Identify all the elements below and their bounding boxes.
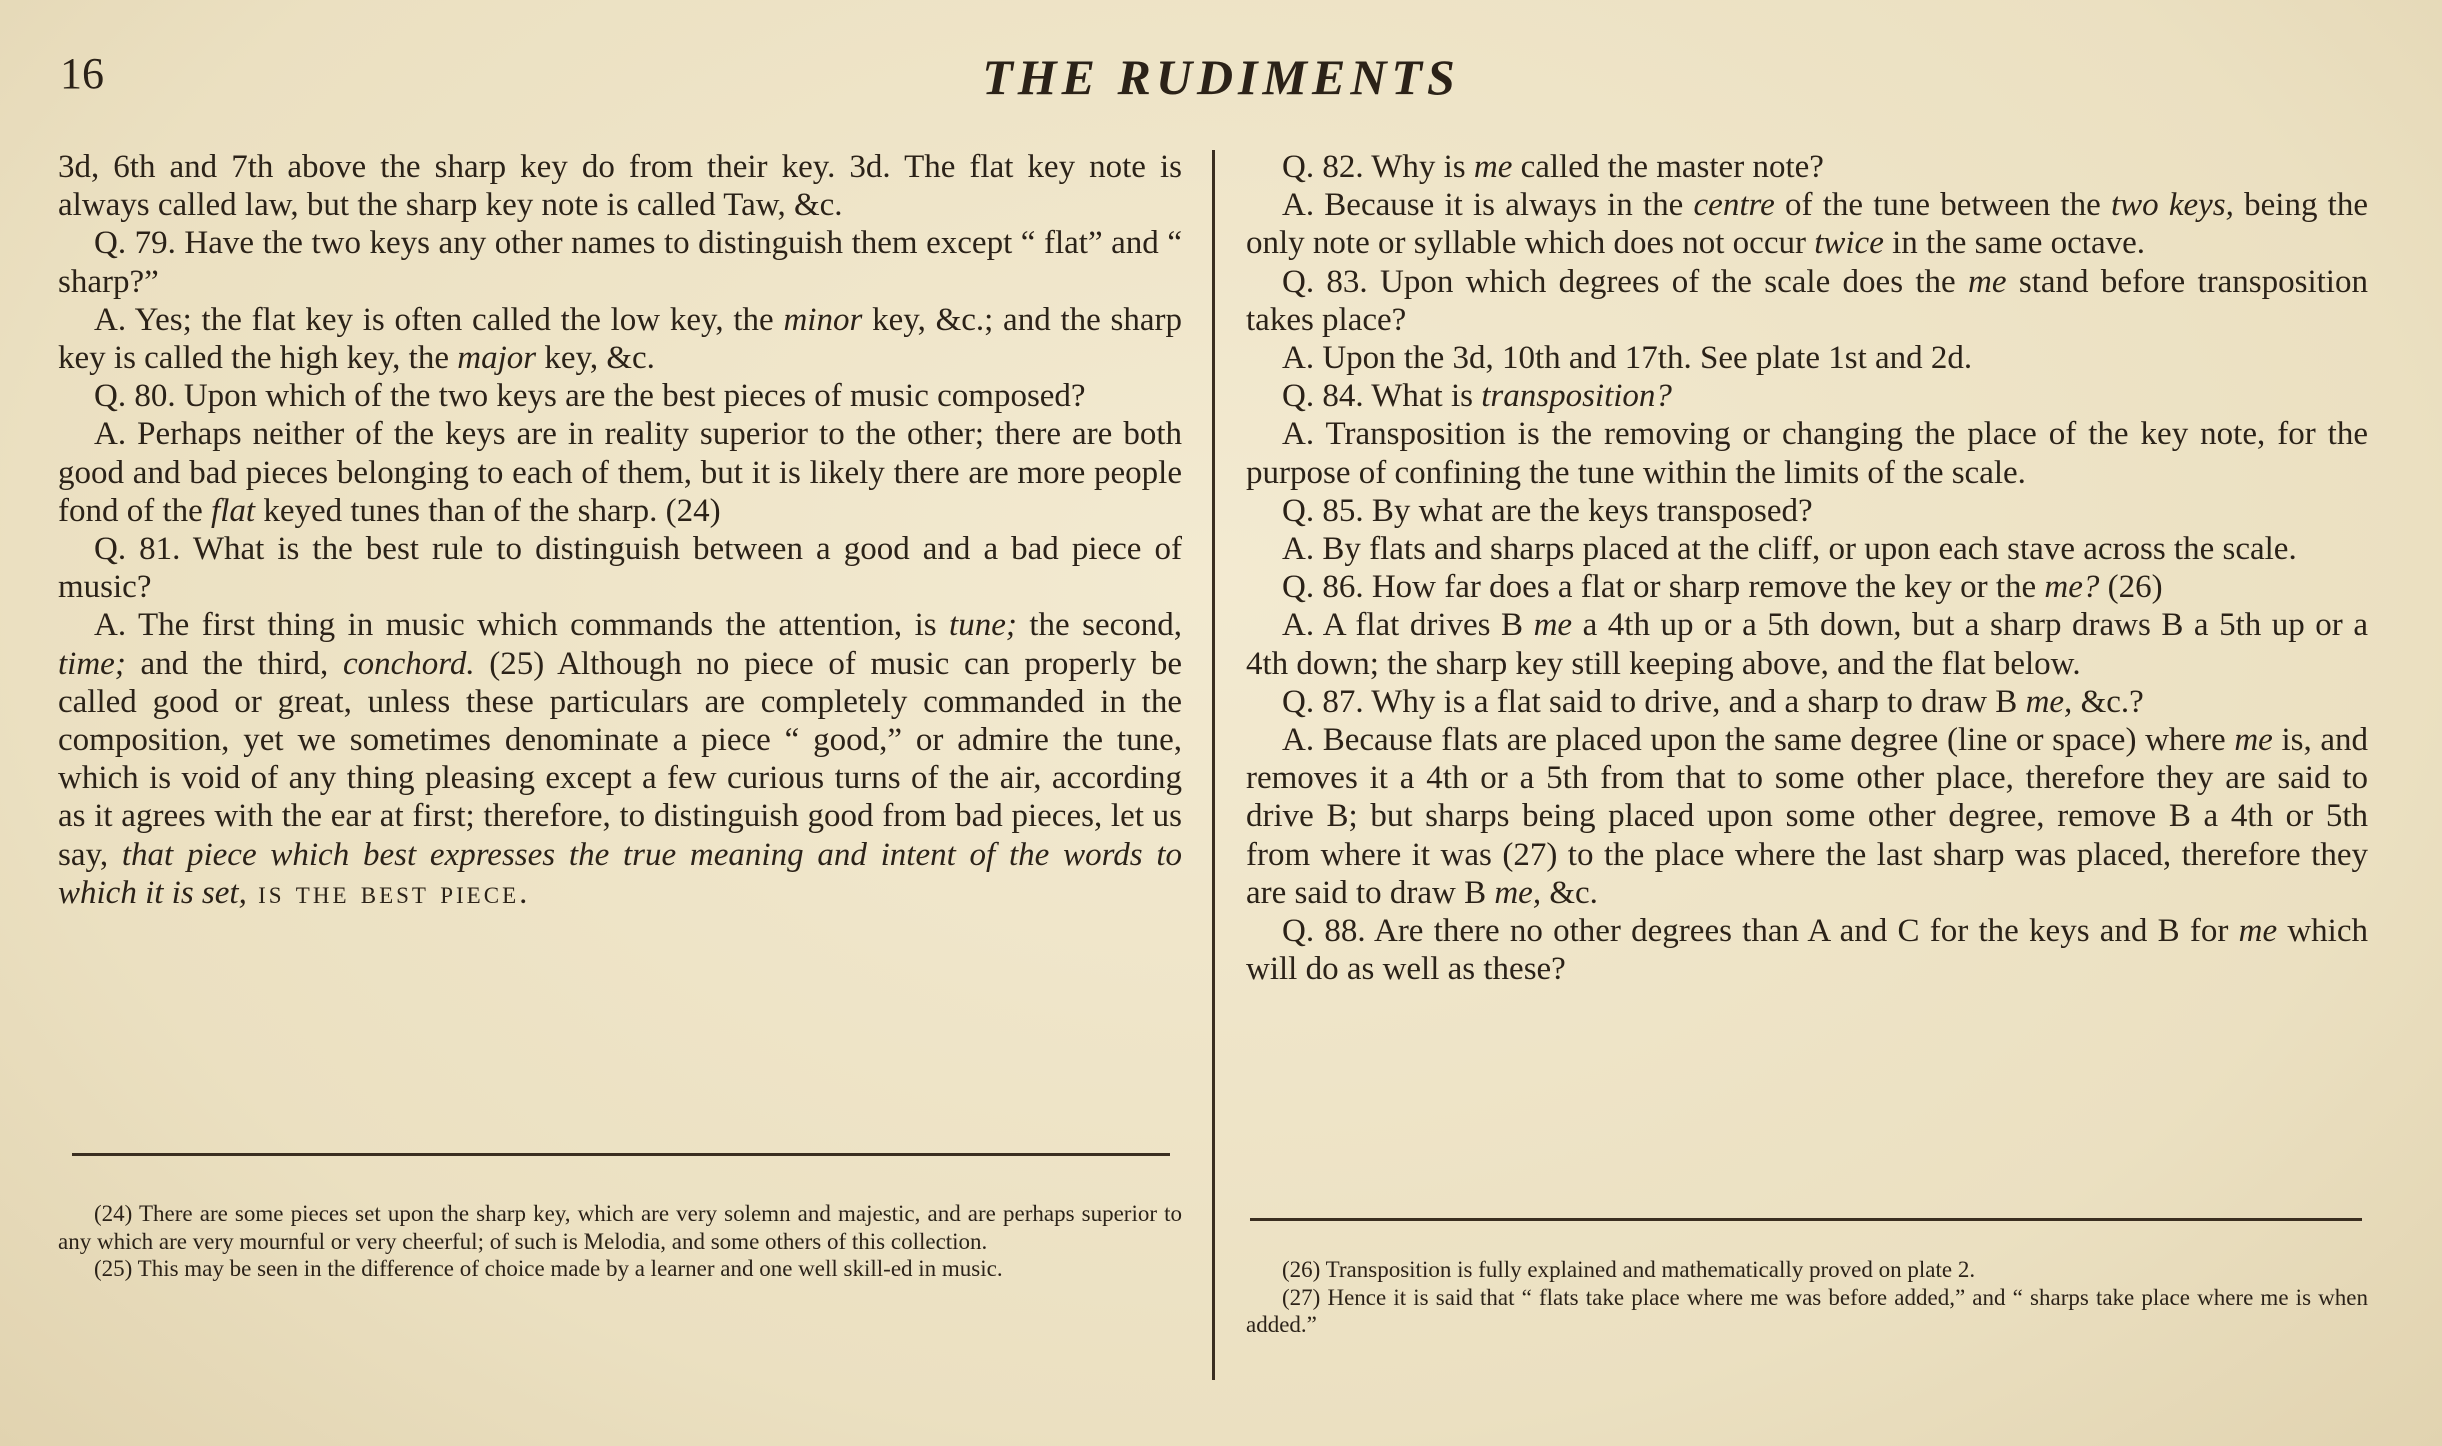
answer-81-small-caps: is the best piece. (246, 874, 531, 911)
question-86-italic-me: me? (2044, 569, 2100, 606)
answer-79-text-2: key, &c.; and the sharp key is called the high key, the (58, 301, 1182, 377)
answer-85: A. By flats and sharps placed at the cliff, or upon each stave across the scale. (1282, 531, 2297, 568)
footnote-25: (25) This may be seen in the difference of choice made by a learner and one well skill-ed in music. (94, 1256, 1003, 1281)
answer-79-italic-minor: minor (783, 301, 863, 338)
question-82-text-2: called the master note? (1512, 149, 1824, 185)
answer-81-text-3: and the third, (125, 645, 343, 682)
answer-87-italic-me: me (2234, 722, 2273, 759)
answer-82-italic-twice: twice (1814, 225, 1884, 262)
question-85: Q. 85. By what are the keys transposed? (1282, 492, 1813, 529)
answer-80 (58, 415, 1182, 530)
question-83-italic-me: me (1968, 263, 2007, 300)
footnote-rule-left (72, 1153, 1170, 1156)
answer-81-italic-tune: tune; (949, 607, 1017, 644)
answer-87-text-2: is, and removes it a 4th or a 5th from that to some other place, therefore they are said to drive B; but sharps being placed upon some other degree, remove B a 4th or 5th from where it was (27) to the place where the last sharp was placed, therefore they are said to draw B (1246, 722, 2368, 911)
question-86-text: Q. 86. How far does a flat or sharp remove the key or the (1282, 569, 2045, 606)
answer-79-text: A. Yes; the flat key is often called the low key, the (94, 301, 784, 338)
question-84 (1246, 377, 2368, 415)
question-80: Q. 80. Upon which of the two keys are the best pieces of music composed? (94, 378, 1086, 415)
answer-79-italic-major: major (457, 340, 537, 377)
footnote-26: (26) Transposition is fully explained and mathematically proved on plate 2. (1282, 1257, 1976, 1282)
question-83-text-2: stand before transposition takes place? (1246, 263, 2368, 338)
answer-81-text-4: (25) Although no piece of music can properly be called good or great, unless these particulars are completely commanded in the composition, yet we sometimes denominate a piece “ good,” or admire the tune, which is void of any thing pleasing except a few curious turns of the air, according as it agrees with the ear at first; therefore, to distinguish good from bad pieces, let us say, (58, 645, 1182, 873)
question-87-italic-me: me, (2025, 683, 2073, 720)
answer-87-italic-me-2: me, (1494, 874, 1542, 911)
footnotes-left (58, 1200, 1182, 1283)
answer-79-text-3: key, &c. (536, 340, 655, 377)
question-84-text: Q. 84. What is (1282, 378, 1482, 415)
question-82 (1246, 148, 2368, 186)
question-87-text-2: &c.? (2072, 683, 2144, 720)
question-81: Q. 81. What is the best rule to distinguish between a good and a bad piece of music? (58, 531, 1182, 606)
answer-86-text: A. A flat drives B (1282, 607, 1534, 644)
paragraph-continued: 3d, 6th and 7th above the sharp key do from their key. 3d. The flat key note is always called law, but the sharp key note is called Taw, &c. (58, 149, 1182, 224)
answer-87-text-3: &c. (1541, 874, 1598, 911)
right-column (1246, 148, 2368, 988)
answer-81 (58, 606, 1182, 912)
answer-82-text-3: being the only note or syllable which does not occur (1246, 187, 2368, 262)
running-title: THE RUDIMENTS (982, 49, 1460, 105)
answer-82-text: A. Because it is always in the (1282, 187, 1694, 224)
answer-83: A. Upon the 3d, 10th and 17th. See plate 1st and 2d. (1282, 340, 1973, 377)
question-87 (1246, 683, 2368, 721)
answer-79 (58, 301, 1182, 377)
question-79: Q. 79. Have the two keys any other names to distinguish them except “ flat” and “ sharp?” (58, 225, 1182, 300)
answer-81-text: A. The first thing in music which commands the attention, is (94, 607, 950, 644)
answer-80-text: A. Perhaps neither of the keys are in reality superior to the other; there are both good and bad pieces belonging to each of them, but it is likely there are more people fond of the (58, 416, 1182, 529)
answer-87 (1246, 721, 2368, 912)
question-88 (1246, 912, 2368, 988)
answer-82-text-2: of the tune between the (1774, 187, 2111, 224)
footnote-27: (27) Hence it is said that “ flats take place where me was before added,” and “ sharps take place where me is when added.” (1246, 1284, 2368, 1337)
answer-81-italic-time: time; (58, 645, 126, 682)
question-83 (1246, 263, 2368, 339)
answer-86-italic-me: me (1533, 607, 1573, 644)
page-number: 16 (60, 49, 104, 98)
question-88-italic-me: me (2238, 913, 2278, 950)
column-divider (1212, 150, 1215, 1380)
question-88-text-2: which will do as well as these? (1246, 913, 2368, 988)
footnotes-right (1246, 1256, 2368, 1339)
footnote-24: (24) There are some pieces set upon the sharp key, which are very solemn and majestic, and are perhaps superior to any which are very mournful or very cheerful; of such is Melodia, and some others of this collection. (58, 1201, 1182, 1254)
answer-82-text-4: in the same octave. (1883, 225, 2146, 262)
answer-81-text-2: the second, (1016, 607, 1182, 644)
left-column (58, 148, 1182, 912)
answer-81-italic-conchord: conchord. (342, 645, 475, 682)
question-87-text: Q. 87. Why is a flat said to drive, and a sharp to draw B (1282, 683, 2026, 720)
answer-81-italic-rule: that piece which best expresses the true meaning and intent of the words to which it is set, (58, 836, 1182, 911)
answer-80-italic-flat: flat (211, 492, 256, 529)
question-84-italic-transposition: transposition? (1481, 378, 1672, 415)
footnote-rule-right (1250, 1218, 2362, 1221)
question-82-italic-me: me (1473, 149, 1513, 185)
answer-82-italic-two-keys: two keys, (2110, 187, 2234, 224)
answer-84: A. Transposition is the removing or changing the place of the key note, for the purpose of confining the tune within the limits of the scale. (1246, 416, 2368, 491)
answer-82-italic-centre: centre (1693, 187, 1775, 224)
question-86-text-2: (26) (2099, 569, 2163, 606)
answer-82 (1246, 186, 2368, 262)
answer-80-text-2: keyed tunes than of the sharp. (24) (255, 492, 721, 529)
question-86 (1246, 568, 2368, 606)
answer-86-text-2: a 4th up or a 5th down, but a sharp draws B a 5th up or a 4th down; the sharp key still keeping above, and the flat below. (1246, 607, 2368, 682)
question-88-text: Q. 88. Are there no other degrees than A and C for the keys and B for (1282, 913, 2239, 950)
question-82-text: Q. 82. Why is (1282, 149, 1474, 185)
answer-86 (1246, 606, 2368, 682)
answer-87-text: A. Because flats are placed upon the same degree (line or space) where (1282, 722, 2235, 759)
question-83-text: Q. 83. Upon which degrees of the scale does the (1282, 263, 1969, 300)
